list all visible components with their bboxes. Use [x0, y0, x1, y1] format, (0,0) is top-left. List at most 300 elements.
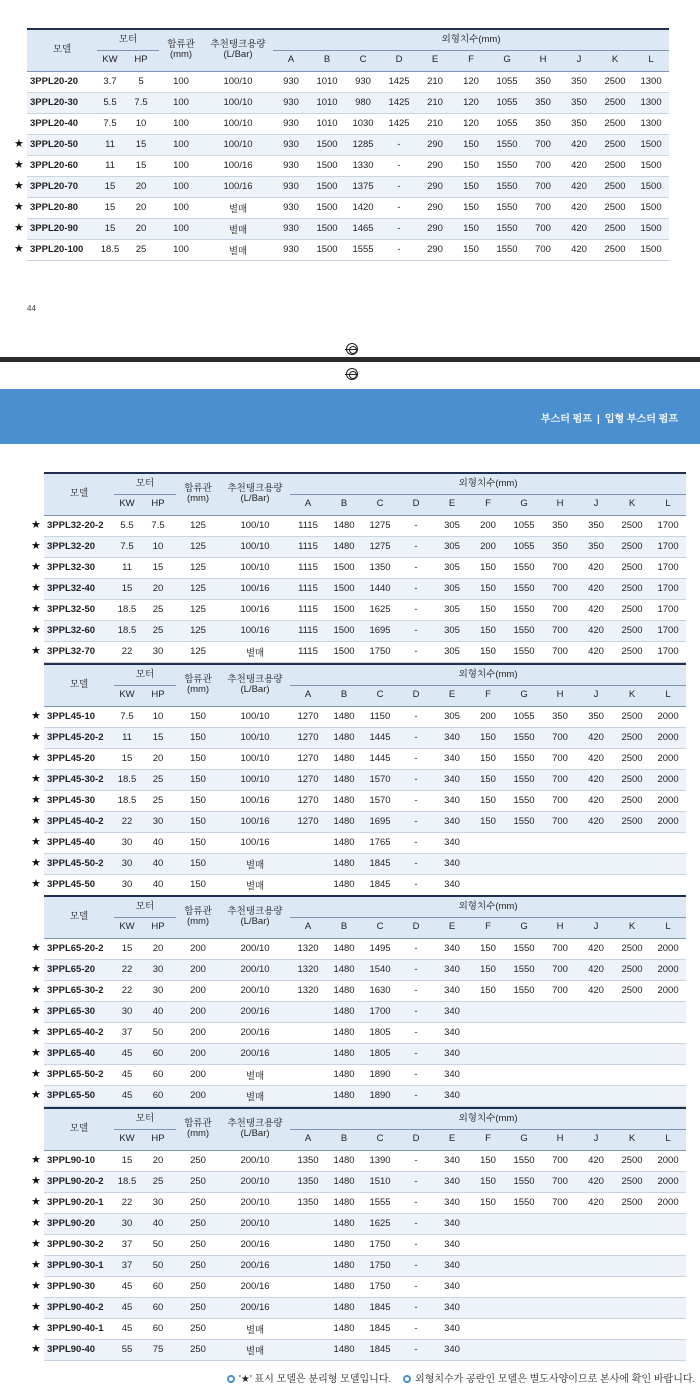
value-cell: 37	[114, 1234, 140, 1255]
value-cell: -	[398, 515, 434, 536]
model-cell: 3PPL90-10	[44, 1150, 114, 1171]
value-cell: 2500	[614, 1150, 650, 1171]
value-cell: 별매	[220, 1339, 290, 1360]
model-cell: 3PPL90-20-2	[44, 1171, 114, 1192]
table-row	[44, 980, 686, 1001]
value-cell	[542, 1255, 578, 1276]
value-cell: 1550	[506, 980, 542, 1001]
value-cell: 200/16	[220, 1255, 290, 1276]
header-tank	[220, 1108, 290, 1150]
value-cell: 2500	[614, 748, 650, 769]
value-cell: 1115	[290, 515, 326, 536]
table-row	[44, 748, 686, 769]
value-cell: 1480	[326, 769, 362, 790]
value-cell	[542, 832, 578, 853]
value-cell: 1010	[309, 92, 345, 113]
table-row	[44, 1318, 686, 1339]
value-cell: 40	[140, 874, 176, 895]
value-cell: 1550	[506, 1192, 542, 1213]
header-dim-g: G	[506, 1129, 542, 1150]
value-cell: 150	[470, 578, 506, 599]
header-dim-c: C	[362, 494, 398, 515]
value-cell	[614, 832, 650, 853]
page-number: 44	[27, 304, 36, 313]
value-cell: 340	[434, 1064, 470, 1085]
value-cell: -	[398, 1234, 434, 1255]
value-cell: 700	[525, 155, 561, 176]
value-cell: 1750	[362, 1255, 398, 1276]
table-row	[27, 92, 669, 113]
header-dim-b: B	[326, 1129, 362, 1150]
header-dim-b: B	[326, 917, 362, 938]
header-dim-c: C	[362, 1129, 398, 1150]
value-cell: 1495	[362, 938, 398, 959]
value-cell: 1270	[290, 706, 326, 727]
value-cell: 930	[345, 71, 381, 92]
header-dim-c: C	[362, 917, 398, 938]
value-cell: 22	[114, 641, 140, 662]
value-cell	[290, 1064, 326, 1085]
value-cell: 1480	[326, 1276, 362, 1297]
value-cell: 305	[434, 536, 470, 557]
header-motor	[114, 664, 176, 685]
model-cell: 3PPL32-20-2	[44, 515, 114, 536]
value-cell: 340	[434, 1339, 470, 1360]
value-cell: 305	[434, 620, 470, 641]
value-cell: 1055	[489, 71, 525, 92]
value-cell: 340	[434, 1255, 470, 1276]
header-dim-e: E	[434, 494, 470, 515]
value-cell: 2500	[614, 959, 650, 980]
header-dim-e: E	[417, 50, 453, 71]
header-model-label: 모델	[52, 44, 72, 56]
star-icon: ★	[31, 815, 41, 827]
value-cell: 2500	[614, 1192, 650, 1213]
value-cell: 22	[114, 980, 140, 1001]
header-inlet-unit: (mm)	[169, 49, 193, 61]
value-cell: 100/16	[203, 155, 273, 176]
header-model-label: 모델	[69, 911, 89, 923]
value-cell: 2500	[597, 176, 633, 197]
value-cell: 700	[542, 790, 578, 811]
header-dim-g: G	[506, 494, 542, 515]
model-cell: 3PPL45-20-2	[44, 727, 114, 748]
value-cell: 1700	[362, 1001, 398, 1022]
value-cell: 700	[542, 1171, 578, 1192]
value-cell: 100	[159, 218, 203, 239]
value-cell: 350	[542, 706, 578, 727]
value-cell	[578, 1297, 614, 1318]
value-cell: 100/16	[220, 599, 290, 620]
value-cell: 930	[273, 155, 309, 176]
value-cell	[650, 853, 686, 874]
star-icon: ★	[31, 731, 41, 743]
value-cell: 7.5	[97, 113, 123, 134]
header-dim-d: D	[398, 685, 434, 706]
value-cell: 1500	[326, 641, 362, 662]
value-cell: 1445	[362, 727, 398, 748]
value-cell: 305	[434, 515, 470, 536]
value-cell: 200/10	[220, 1192, 290, 1213]
value-cell: 150	[176, 727, 220, 748]
value-cell: 1480	[326, 706, 362, 727]
value-cell: 305	[434, 599, 470, 620]
spec-table-3ppl90	[44, 1107, 686, 1361]
value-cell	[650, 1043, 686, 1064]
value-cell: 5.5	[97, 92, 123, 113]
value-cell: 1480	[326, 790, 362, 811]
value-cell: 2000	[650, 1150, 686, 1171]
value-cell: 15	[140, 557, 176, 578]
header-dim-h: H	[525, 50, 561, 71]
value-cell: 350	[542, 536, 578, 557]
value-cell: 120	[453, 71, 489, 92]
value-cell: 200/16	[220, 1001, 290, 1022]
value-cell: 30	[114, 1213, 140, 1234]
value-cell: 1570	[362, 769, 398, 790]
value-cell: 420	[561, 239, 597, 260]
header-dim-k: K	[614, 494, 650, 515]
value-cell	[542, 1318, 578, 1339]
model-cell: 3PPL32-30	[44, 557, 114, 578]
value-cell: 150	[453, 176, 489, 197]
star-icon: ★	[31, 1301, 41, 1313]
value-cell: 420	[578, 1171, 614, 1192]
header-dim-f: F	[470, 1129, 506, 1150]
header-dim-k: K	[614, 1129, 650, 1150]
value-cell: 7.5	[140, 515, 176, 536]
table-row	[27, 176, 669, 197]
value-cell: 420	[578, 1192, 614, 1213]
value-cell: 1055	[506, 536, 542, 557]
value-cell: 100/10	[220, 536, 290, 557]
value-cell: 930	[273, 218, 309, 239]
value-cell: -	[398, 1085, 434, 1106]
value-cell: 1695	[362, 811, 398, 832]
value-cell: 700	[542, 1150, 578, 1171]
header-kw: KW	[114, 917, 140, 938]
banner-category: 부스터 펌프	[540, 414, 592, 425]
value-cell: 150	[470, 980, 506, 1001]
table-row	[44, 1022, 686, 1043]
value-cell: 100/10	[220, 769, 290, 790]
value-cell	[470, 1255, 506, 1276]
value-cell	[578, 1234, 614, 1255]
value-cell: 150	[470, 811, 506, 832]
header-dim-h: H	[542, 685, 578, 706]
header-dim-l: L	[650, 1129, 686, 1150]
value-cell: 5	[123, 71, 159, 92]
value-cell: 20	[140, 578, 176, 599]
value-cell: 1480	[326, 1318, 362, 1339]
value-cell: 1330	[345, 155, 381, 176]
value-cell: 350	[578, 515, 614, 536]
value-cell: 420	[578, 959, 614, 980]
value-cell: 340	[434, 1297, 470, 1318]
header-model	[27, 29, 97, 71]
model-cell: 3PPL20-70	[27, 176, 97, 197]
value-cell: 7.5	[114, 706, 140, 727]
value-cell	[506, 853, 542, 874]
header-dim-h: H	[542, 917, 578, 938]
value-cell: 100/16	[220, 578, 290, 599]
table-row	[44, 1192, 686, 1213]
header-dim-e: E	[434, 1129, 470, 1150]
value-cell	[290, 1234, 326, 1255]
value-cell: 2500	[614, 980, 650, 1001]
value-cell	[290, 1297, 326, 1318]
value-cell: 1750	[362, 1234, 398, 1255]
header-inlet	[176, 896, 220, 938]
table-row	[44, 557, 686, 578]
value-cell: 125	[176, 620, 220, 641]
value-cell: 200	[470, 536, 506, 557]
value-cell: 2500	[614, 515, 650, 536]
value-cell: -	[398, 1022, 434, 1043]
value-cell: 1055	[506, 515, 542, 536]
value-cell	[290, 853, 326, 874]
header-motor-label: 모터	[135, 668, 155, 680]
value-cell: 1550	[489, 155, 525, 176]
header-inlet-unit: (mm)	[186, 684, 210, 696]
value-cell: 1320	[290, 938, 326, 959]
model-cell: 3PPL45-30	[44, 790, 114, 811]
header-dim-l: L	[650, 685, 686, 706]
value-cell: 305	[434, 706, 470, 727]
value-cell: 100/16	[220, 620, 290, 641]
model-cell: 3PPL20-50	[27, 134, 97, 155]
value-cell: -	[398, 1255, 434, 1276]
value-cell: 1500	[309, 218, 345, 239]
value-cell: 150	[470, 641, 506, 662]
header-tank-unit: (L/Bar)	[240, 493, 270, 505]
header-dim-h: H	[542, 494, 578, 515]
star-icon: ★	[31, 603, 41, 615]
value-cell: 1700	[650, 641, 686, 662]
value-cell: 340	[434, 832, 470, 853]
value-cell: 250	[176, 1339, 220, 1360]
value-cell: 2000	[650, 1192, 686, 1213]
value-cell: 350	[561, 113, 597, 134]
header-hp: HP	[140, 494, 176, 515]
header-dim-f: F	[470, 494, 506, 515]
value-cell	[542, 874, 578, 895]
header-tank	[203, 29, 273, 71]
star-icon: ★	[31, 1068, 41, 1080]
value-cell: 930	[273, 239, 309, 260]
value-cell: 340	[434, 748, 470, 769]
value-cell: 30	[114, 832, 140, 853]
value-cell: 1350	[290, 1171, 326, 1192]
table-row	[27, 134, 669, 155]
value-cell: 340	[434, 959, 470, 980]
value-cell: 22	[114, 1192, 140, 1213]
value-cell	[506, 1318, 542, 1339]
star-icon: ★	[31, 645, 41, 657]
value-cell: 2500	[614, 769, 650, 790]
value-cell: 420	[578, 641, 614, 662]
value-cell: 1500	[309, 155, 345, 176]
value-cell: 3.7	[97, 71, 123, 92]
model-cell: 3PPL65-40-2	[44, 1022, 114, 1043]
value-cell	[506, 1339, 542, 1360]
value-cell	[614, 874, 650, 895]
value-cell: -	[381, 134, 417, 155]
value-cell: 1500	[633, 197, 669, 218]
value-cell: 2500	[614, 1171, 650, 1192]
value-cell	[290, 1339, 326, 1360]
value-cell: 11	[97, 155, 123, 176]
table-row	[27, 239, 669, 260]
value-cell: -	[398, 1001, 434, 1022]
header-motor-label: 모터	[135, 477, 155, 489]
header-inlet	[159, 29, 203, 71]
value-cell: 60	[140, 1318, 176, 1339]
value-cell: -	[381, 197, 417, 218]
value-cell: 200	[176, 938, 220, 959]
value-cell: 15	[140, 727, 176, 748]
value-cell	[614, 1339, 650, 1360]
value-cell: 1300	[633, 92, 669, 113]
value-cell: 150	[176, 853, 220, 874]
value-cell: 2500	[614, 790, 650, 811]
value-cell: 100/10	[220, 557, 290, 578]
value-cell: 2500	[614, 811, 650, 832]
value-cell: 20	[140, 748, 176, 769]
value-cell: 1480	[326, 938, 362, 959]
header-dimensions	[273, 29, 669, 50]
value-cell: 2000	[650, 727, 686, 748]
value-cell: 200/16	[220, 1276, 290, 1297]
value-cell: 18.5	[114, 1171, 140, 1192]
star-icon: ★	[14, 180, 24, 192]
model-cell: 3PPL32-70	[44, 641, 114, 662]
value-cell: -	[398, 769, 434, 790]
star-icon: ★	[31, 1343, 41, 1355]
value-cell: -	[398, 706, 434, 727]
value-cell: 340	[434, 811, 470, 832]
value-cell: 150	[470, 938, 506, 959]
value-cell: 15	[97, 197, 123, 218]
table-row	[44, 727, 686, 748]
header-hp: HP	[140, 1129, 176, 1150]
value-cell: 1700	[650, 620, 686, 641]
value-cell: 420	[578, 811, 614, 832]
value-cell: 1480	[326, 1192, 362, 1213]
value-cell: 30	[140, 641, 176, 662]
header-dim-a: A	[290, 685, 326, 706]
value-cell: 1480	[326, 727, 362, 748]
header-kw: KW	[114, 1129, 140, 1150]
value-cell: 150	[470, 769, 506, 790]
table-row	[44, 1043, 686, 1064]
value-cell: 340	[434, 1150, 470, 1171]
table-row	[44, 1171, 686, 1192]
value-cell	[290, 874, 326, 895]
value-cell: -	[398, 599, 434, 620]
registration-mark-icon	[346, 343, 358, 355]
value-cell: 30	[114, 874, 140, 895]
value-cell: 1550	[489, 239, 525, 260]
value-cell	[470, 1022, 506, 1043]
value-cell: 2500	[597, 155, 633, 176]
value-cell: 30	[140, 959, 176, 980]
value-cell: 2000	[650, 706, 686, 727]
value-cell: 700	[525, 197, 561, 218]
value-cell: 1625	[362, 1213, 398, 1234]
value-cell: 150	[176, 832, 220, 853]
value-cell: 150	[176, 748, 220, 769]
header-dim-l: L	[650, 494, 686, 515]
value-cell: 100/16	[203, 176, 273, 197]
value-cell: 22	[114, 811, 140, 832]
model-cell: 3PPL45-30-2	[44, 769, 114, 790]
value-cell: 1700	[650, 536, 686, 557]
value-cell: -	[398, 1297, 434, 1318]
value-cell: 2000	[650, 1171, 686, 1192]
value-cell: 350	[542, 515, 578, 536]
value-cell	[578, 1064, 614, 1085]
value-cell: 350	[578, 706, 614, 727]
header-dimensions	[290, 473, 686, 494]
value-cell: 200	[176, 1085, 220, 1106]
table-row	[27, 197, 669, 218]
value-cell: 200/10	[220, 1213, 290, 1234]
value-cell: -	[398, 790, 434, 811]
value-cell: 1500	[326, 557, 362, 578]
table-row	[44, 1150, 686, 1171]
model-cell: 3PPL45-50	[44, 874, 114, 895]
value-cell: 50	[140, 1255, 176, 1276]
star-icon: ★	[31, 582, 41, 594]
header-dimensions-label: 외형치수(mm)	[458, 900, 518, 912]
value-cell: 2000	[650, 938, 686, 959]
value-cell: 1550	[489, 197, 525, 218]
value-cell: 1480	[326, 1171, 362, 1192]
value-cell	[614, 1255, 650, 1276]
value-cell	[614, 1318, 650, 1339]
value-cell: 930	[273, 197, 309, 218]
value-cell: 1480	[326, 832, 362, 853]
value-cell: 1550	[506, 599, 542, 620]
header-dim-g: G	[506, 685, 542, 706]
value-cell	[650, 1213, 686, 1234]
header-dim-b: B	[309, 50, 345, 71]
value-cell: 2000	[650, 769, 686, 790]
header-tank-label: 추천탱크용량	[210, 38, 266, 50]
value-cell: 700	[525, 218, 561, 239]
star-icon: ★	[31, 710, 41, 722]
value-cell: 1275	[362, 536, 398, 557]
value-cell: -	[398, 1064, 434, 1085]
value-cell	[290, 1318, 326, 1339]
value-cell: 1845	[362, 874, 398, 895]
value-cell	[470, 1001, 506, 1022]
header-hp: HP	[123, 50, 159, 71]
value-cell: 2000	[650, 790, 686, 811]
value-cell: 25	[140, 599, 176, 620]
value-cell: -	[398, 980, 434, 1001]
value-cell	[470, 1234, 506, 1255]
value-cell: 75	[140, 1339, 176, 1360]
value-cell: 60	[140, 1043, 176, 1064]
spec-table-3ppl20	[27, 28, 669, 261]
value-cell: 200	[176, 980, 220, 1001]
value-cell: 1550	[506, 811, 542, 832]
value-cell: 별매	[203, 197, 273, 218]
value-cell: 150	[470, 790, 506, 811]
star-icon: ★	[14, 138, 24, 150]
